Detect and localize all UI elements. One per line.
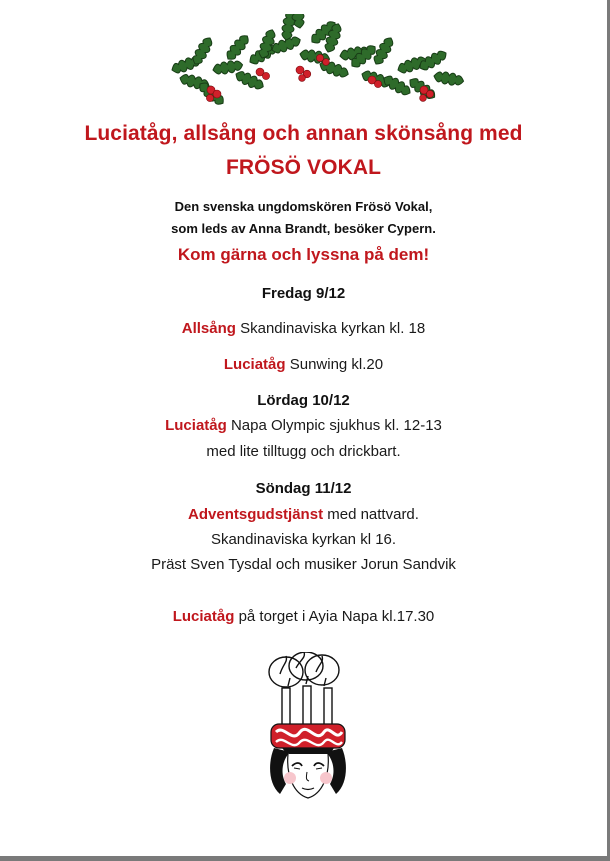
- event-sunday-people: Präst Sven Tysdal och musiker Jorun Sandvik: [151, 556, 456, 573]
- event-highlight: Luciatåg: [165, 417, 227, 434]
- call-to-action: Kom gärna och lyssna på dem!: [177, 245, 430, 264]
- event-highlight: Luciatåg: [172, 608, 235, 625]
- event-friday-luciatag: [0, 356, 607, 373]
- day-heading-friday: Fredag 9/12: [261, 285, 346, 302]
- event-friday-allsang: [0, 320, 607, 337]
- choir-name: FRÖSÖ VOKAL: [225, 156, 382, 179]
- intro-line-2: som leds av Anna Brandt, besöker Cypern.: [171, 221, 436, 236]
- page-title: Luciatåg, allsång och annan skönsång med: [84, 122, 523, 145]
- event-sunday-location: Skandinaviska kyrkan kl 16.: [210, 531, 397, 548]
- event-detail: på torget i Ayia Napa kl.17.30: [234, 608, 435, 625]
- event-detail: Skandinaviska kyrkan kl. 18: [235, 320, 426, 337]
- event-detail: med nattvard.: [323, 506, 419, 523]
- lucia-icon: [0, 652, 607, 804]
- intro-line-1: Den svenska ungdomskören Frösö Vokal,: [174, 199, 433, 214]
- day-heading-saturday: Lördag 10/12: [257, 392, 350, 409]
- holly-icon: [0, 14, 607, 114]
- event-saturday-note: med lite tilltugg och drickbart.: [206, 443, 401, 460]
- day-heading-sunday: Söndag 11/12: [255, 480, 352, 497]
- event-highlight: Luciatåg: [223, 356, 286, 373]
- event-saturday-luciatag: [0, 417, 607, 434]
- event-highlight: Adventsgudstjänst: [188, 506, 324, 523]
- event-sunday-service: [0, 506, 607, 523]
- lucia-illustration: [0, 652, 607, 804]
- event-sunday-luciatag: [0, 608, 607, 625]
- holly-garland-image: [0, 14, 607, 114]
- event-detail: Napa Olympic sjukhus kl. 12-13: [226, 417, 442, 434]
- event-highlight: Allsång: [181, 320, 236, 337]
- event-detail: Sunwing kl.20: [285, 356, 384, 373]
